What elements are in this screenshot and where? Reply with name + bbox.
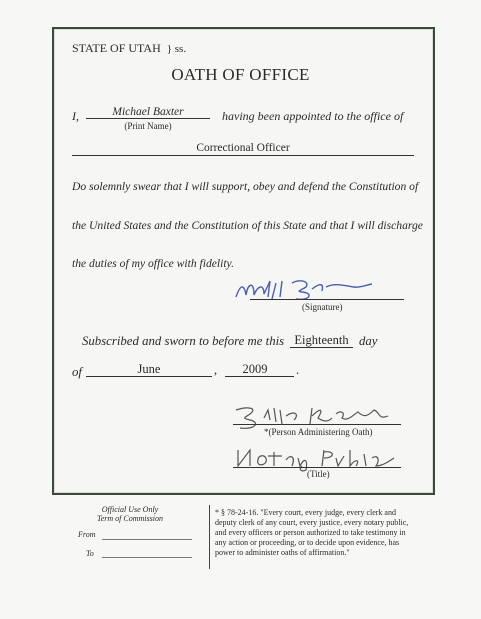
statute-line-4: any action or proceeding, or to decide upon evidence, has xyxy=(215,538,400,547)
statute-line-3: and every officers or person authorized to take testimony in xyxy=(215,528,406,537)
appointed-text: having been appointed to the office of xyxy=(222,109,404,123)
official-use-label: Official Use Only xyxy=(101,505,159,514)
signature-label: (Signature) xyxy=(302,302,343,312)
subscribed-text: Subscribed and sworn to before me this xyxy=(82,334,285,348)
month-value: June xyxy=(137,362,161,376)
print-name-line xyxy=(86,118,210,119)
statute-line-1: * § 78-24-16. "Every court, every judge, every clerk and xyxy=(215,508,396,517)
year-value: 2009 xyxy=(242,362,268,376)
vertical-divider xyxy=(209,505,210,569)
from-label: From xyxy=(78,530,96,539)
intro-i: I, xyxy=(72,109,79,123)
print-name-value: Michael Baxter xyxy=(112,106,184,118)
date-of: of xyxy=(72,365,82,379)
signature-image xyxy=(230,275,380,305)
day-value: Eighteenth xyxy=(294,333,349,347)
office-value: Correctional Officer xyxy=(196,142,290,154)
statute-line-5: power to administer oaths of affirmation." xyxy=(215,548,350,557)
date-period: . xyxy=(296,363,300,377)
administrator-label: *(Person Administering Oath) xyxy=(264,427,373,437)
day-word: day xyxy=(359,334,378,348)
from-line xyxy=(102,539,192,540)
to-line xyxy=(102,557,192,558)
term-of-commission-label: Term of Commission xyxy=(97,514,163,523)
office-line xyxy=(72,155,414,156)
oath-line-1: Do solemnly swear that I will support, obey and defend the Constitution of xyxy=(72,180,419,193)
form-title: OATH OF OFFICE xyxy=(171,65,310,84)
state-header: STATE OF UTAH } ss. xyxy=(72,41,187,55)
oath-line-2: the United States and the Constitution of this State and that I will discharge xyxy=(72,219,423,232)
administrator-line xyxy=(233,424,401,425)
print-name-label: (Print Name) xyxy=(124,121,172,131)
title-line xyxy=(233,467,401,468)
to-label: To xyxy=(86,549,94,558)
date-comma: , xyxy=(214,363,218,377)
statute-line-2: deputy clerk of any court, every justice, every notary public, xyxy=(215,518,409,527)
title-label: (Title) xyxy=(307,469,330,479)
signature-line xyxy=(250,299,404,300)
oath-line-3: the duties of my office with fidelity. xyxy=(72,257,234,270)
